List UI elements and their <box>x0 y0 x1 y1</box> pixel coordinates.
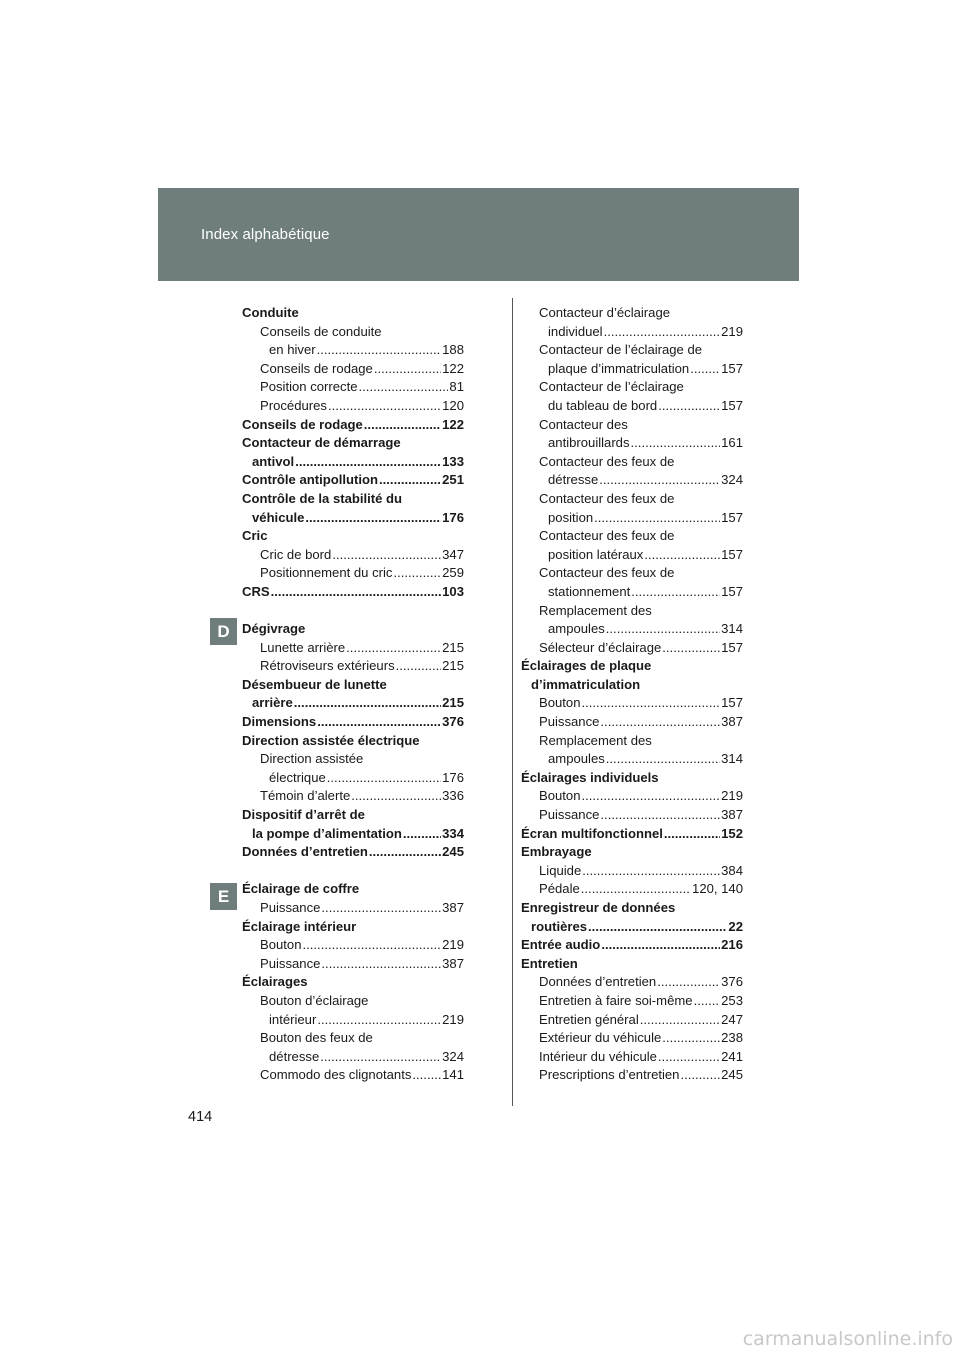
index-entry-label: en hiver <box>269 342 316 358</box>
dot-leader <box>320 1048 441 1067</box>
index-entry <box>521 862 743 881</box>
index-entry-page: 157 <box>721 583 743 599</box>
index-entry <box>521 341 743 360</box>
index-entry <box>242 397 464 416</box>
index-entry-label: Contacteur des feux de <box>539 528 675 544</box>
index-entry <box>521 546 743 565</box>
index-entry-label: Écran multifonctionnel <box>521 825 663 841</box>
index-entry-label: Entretien général <box>539 1011 639 1027</box>
index-entry-page: 215 <box>442 695 464 711</box>
dot-leader <box>582 862 720 881</box>
index-entry-label: Contacteur d’éclairage <box>539 305 671 320</box>
index-entry <box>521 1066 743 1085</box>
index-entry <box>242 620 464 639</box>
index-entry-label: Puissance <box>539 714 600 730</box>
dot-leader <box>644 546 720 565</box>
index-entry-page: 219 <box>721 323 743 339</box>
index-entry-page: 314 <box>721 751 743 767</box>
dot-leader <box>631 583 720 602</box>
dot-leader <box>594 509 720 528</box>
index-entry-page: 324 <box>721 472 743 488</box>
index-entry <box>242 378 464 397</box>
index-entry-label: Rétroviseurs extérieurs <box>260 658 395 674</box>
index-entry-label: Dispositif d’arrêt de <box>242 807 365 823</box>
index-entry <box>242 825 464 844</box>
index-entry-label: ampoules <box>548 621 605 637</box>
index-entry <box>242 490 464 509</box>
index-entry-label: véhicule <box>252 509 305 525</box>
index-entry-label: du tableau de bord <box>548 397 658 413</box>
index-entry <box>521 434 743 453</box>
index-entry <box>242 657 464 676</box>
index-entry <box>521 657 743 676</box>
index-entry-page: 157 <box>721 546 743 562</box>
section-gap <box>242 862 464 881</box>
dot-leader <box>601 936 720 955</box>
index-entry-label: arrière <box>252 695 293 711</box>
index-entry <box>521 471 743 490</box>
index-entry-label: détresse <box>269 1048 320 1064</box>
header-title: Index alphabétique <box>201 226 330 243</box>
dot-leader <box>393 564 441 583</box>
index-entry-page: 157 <box>721 509 743 525</box>
index-entry <box>242 416 464 435</box>
index-entry-label: Bouton <box>260 937 302 953</box>
index-entry-label: Contacteur de l’éclairage <box>539 379 684 395</box>
index-entry <box>242 955 464 974</box>
index-entry-label: Contacteur de démarrage <box>242 435 401 451</box>
index-entry-label: Bouton d’éclairage <box>260 992 369 1008</box>
index-entry <box>521 378 743 397</box>
index-entry-page: 387 <box>721 807 743 823</box>
dot-leader <box>657 973 720 992</box>
index-entry <box>242 546 464 565</box>
index-entry-label: individuel <box>548 323 603 339</box>
dot-leader <box>694 992 721 1011</box>
dot-leader <box>582 694 721 713</box>
index-entry-page: 247 <box>721 1011 743 1027</box>
index-entry <box>242 434 464 453</box>
index-entry-label: Éclairages individuels <box>521 769 659 785</box>
index-entry-page: 376 <box>442 714 464 730</box>
index-entry-label: Prescriptions d’entretien <box>539 1067 680 1083</box>
index-entry-page: 245 <box>442 844 464 860</box>
index-entry-label: Position correcte <box>260 379 358 395</box>
index-entry <box>242 583 464 602</box>
section-gap <box>242 602 464 621</box>
index-entry <box>242 323 464 342</box>
index-entry <box>242 750 464 769</box>
dot-leader <box>658 397 720 416</box>
page-number: 414 <box>188 1109 213 1125</box>
index-entry-page: 157 <box>721 360 743 376</box>
dot-leader <box>662 639 720 658</box>
index-column-left <box>242 304 464 1085</box>
index-entry-label: Désembueur de lunette <box>242 676 387 692</box>
index-entry <box>242 471 464 490</box>
index-entry-page: 387 <box>721 714 743 730</box>
dot-leader <box>690 360 720 379</box>
index-entry-label: Dimensions <box>242 714 317 730</box>
index-entry-page: 176 <box>442 509 464 525</box>
index-column-right <box>521 304 743 1085</box>
index-entry-page: 188 <box>442 342 464 358</box>
index-entry <box>521 955 743 974</box>
dot-leader <box>680 1066 720 1085</box>
index-entry <box>242 880 464 899</box>
index-entry <box>242 527 464 546</box>
index-entry-label: Direction assistée électrique <box>242 732 420 748</box>
index-entry-label: Conseils de rodage <box>242 416 363 432</box>
index-entry <box>242 639 464 658</box>
index-entry-page: 259 <box>442 565 464 581</box>
dot-leader <box>664 825 720 844</box>
index-entry <box>521 397 743 416</box>
index-entry-label: Éclairages de plaque <box>521 658 652 674</box>
index-entry <box>521 1029 743 1048</box>
index-entry <box>242 713 464 732</box>
dot-leader <box>271 583 441 602</box>
index-entry-page: 215 <box>442 639 464 655</box>
dot-leader <box>396 657 442 676</box>
index-entry <box>521 769 743 788</box>
index-entry <box>242 732 464 751</box>
index-entry-label: Entrée audio <box>521 937 601 953</box>
index-entry-label: Dégivrage <box>242 621 306 637</box>
dot-leader <box>599 471 720 490</box>
index-entry-label: Contacteur des <box>539 416 628 432</box>
index-entry-page: 253 <box>721 992 743 1008</box>
dot-leader <box>379 471 441 490</box>
dot-leader <box>403 825 441 844</box>
index-entry <box>521 620 743 639</box>
dot-leader <box>317 341 442 360</box>
dot-leader <box>351 787 441 806</box>
dot-leader <box>600 806 720 825</box>
index-entry <box>521 899 743 918</box>
index-entry <box>521 973 743 992</box>
index-entry <box>521 825 743 844</box>
index-entry-label: Conseils de conduite <box>260 323 382 339</box>
index-entry-label: Lunette arrière <box>260 639 346 655</box>
dot-leader <box>327 769 441 788</box>
index-entry-page: 122 <box>442 360 464 376</box>
index-entry-page: 336 <box>442 788 464 804</box>
index-entry-label: Bouton <box>539 788 581 804</box>
index-entry-label: électrique <box>269 769 326 785</box>
index-entry-label: Conduite <box>242 305 299 320</box>
dot-leader <box>582 787 721 806</box>
dot-leader <box>606 750 720 769</box>
dot-leader <box>640 1011 720 1030</box>
index-entry-page: 152 <box>721 825 743 841</box>
index-entry <box>242 936 464 955</box>
index-entry <box>521 360 743 379</box>
index-entry <box>242 787 464 806</box>
index-entry-page: 157 <box>721 397 743 413</box>
index-entry-page: 81 <box>449 379 464 395</box>
dot-leader <box>606 620 720 639</box>
index-entry <box>242 806 464 825</box>
index-entry-label: Cric de bord <box>260 546 332 562</box>
index-entry <box>521 750 743 769</box>
dot-leader <box>321 955 441 974</box>
index-entry-label: Contacteur des feux de <box>539 565 675 581</box>
index-entry <box>242 341 464 360</box>
index-entry-label: Bouton des feux de <box>260 1030 373 1046</box>
index-entry <box>242 453 464 472</box>
index-entry-label: la pompe d’alimentation <box>252 825 402 841</box>
index-entry-label: Positionnement du cric <box>260 565 393 581</box>
index-entry <box>521 304 743 323</box>
index-entry <box>242 973 464 992</box>
index-entry <box>521 602 743 621</box>
dot-leader <box>303 936 442 955</box>
dot-leader <box>332 546 441 565</box>
dot-leader <box>321 899 441 918</box>
index-entry-label: position latéraux <box>548 546 644 562</box>
index-entry-label: Données d’entretien <box>242 844 368 860</box>
index-entry-page: 133 <box>442 453 464 469</box>
index-entry-label: Contrôle de la stabilité du <box>242 490 403 506</box>
index-entry <box>242 992 464 1011</box>
index-entry-label: Intérieur du véhicule <box>539 1048 657 1064</box>
watermark: carmanualsonline.info <box>742 1328 953 1350</box>
index-entry-label: Puissance <box>260 955 321 971</box>
index-entry <box>521 509 743 528</box>
index-entry <box>242 899 464 918</box>
column-divider <box>512 298 513 1106</box>
dot-leader <box>346 639 441 658</box>
index-entry <box>521 416 743 435</box>
dot-leader <box>305 509 441 528</box>
index-entry <box>521 806 743 825</box>
index-entry-label: Remplacement des <box>539 602 652 618</box>
index-entry-page: 384 <box>721 862 743 878</box>
index-entry-label: d’immatriculation <box>531 676 641 692</box>
index-entry-page: 215 <box>442 658 464 674</box>
dot-leader <box>364 416 441 435</box>
index-entry-label: Contacteur des feux de <box>539 453 675 469</box>
dot-leader <box>317 1011 441 1030</box>
index-entry <box>242 769 464 788</box>
dot-leader <box>604 323 721 342</box>
index-entry <box>521 843 743 862</box>
index-entry <box>242 1029 464 1048</box>
dot-leader <box>658 1048 720 1067</box>
index-entry-label: Embrayage <box>521 844 592 860</box>
dot-leader <box>317 713 441 732</box>
index-entry-label: Remplacement des <box>539 732 652 748</box>
index-entry-label: Puissance <box>539 807 600 823</box>
index-entry <box>521 639 743 658</box>
index-entry-page: 314 <box>721 621 743 637</box>
index-entry-label: Bouton <box>539 695 581 711</box>
index-entry <box>521 583 743 602</box>
section-tab-d: D <box>210 618 237 645</box>
index-entry-label: intérieur <box>269 1011 317 1027</box>
index-entry <box>521 992 743 1011</box>
index-entry-label: Entretien <box>521 955 578 971</box>
index-entry-label: Entretien à faire soi-même <box>539 992 693 1008</box>
dot-leader <box>581 880 691 899</box>
index-entry-page: 141 <box>442 1067 464 1083</box>
index-entry-page: 22 <box>728 918 743 934</box>
section-tab-e: E <box>210 883 237 910</box>
index-entry-label: Éclairage de coffre <box>242 881 360 897</box>
index-entry-label: détresse <box>548 472 599 488</box>
index-entry <box>242 509 464 528</box>
dot-leader <box>600 713 720 732</box>
index-entry <box>521 1048 743 1067</box>
index-entry <box>521 694 743 713</box>
index-entry-label: Témoin d’alerte <box>260 788 351 804</box>
index-entry-label: ampoules <box>548 751 605 767</box>
dot-leader <box>412 1066 441 1085</box>
dot-leader <box>295 453 441 472</box>
index-entry-page: 157 <box>721 695 743 711</box>
index-entry-label: Procédures <box>260 397 327 413</box>
index-entry <box>242 304 464 323</box>
index-entry-label: Direction assistée <box>260 751 364 767</box>
index-entry-page: 219 <box>721 788 743 804</box>
index-entry-page: 238 <box>721 1030 743 1046</box>
index-entry-label: Liquide <box>539 862 582 878</box>
index-entry <box>521 453 743 472</box>
index-entry-page: 387 <box>442 900 464 915</box>
dot-leader <box>369 843 441 862</box>
index-entry-label: Données d’entretien <box>539 974 657 990</box>
index-entry-label: Conseils de rodage <box>260 360 373 376</box>
index-entry-page: 103 <box>442 583 464 599</box>
index-entry <box>521 527 743 546</box>
index-entry-label: Contacteur de l’éclairage de <box>539 342 703 358</box>
dot-leader <box>294 694 441 713</box>
index-entry-label: routières <box>531 918 588 934</box>
index-entry-label: plaque d’immatriculation <box>548 360 690 376</box>
index-entry-page: 334 <box>442 825 464 841</box>
index-entry-page: 219 <box>442 937 464 953</box>
index-entry-page: 216 <box>721 937 743 953</box>
index-entry <box>242 694 464 713</box>
index-entry-page: 161 <box>721 435 743 451</box>
dot-leader <box>662 1029 720 1048</box>
index-entry-label: Contrôle antipollution <box>242 472 379 488</box>
index-entry-page: 176 <box>442 769 464 785</box>
index-entry-page: 324 <box>442 1048 464 1064</box>
index-entry-page: 122 <box>442 416 464 432</box>
index-entry <box>521 1011 743 1030</box>
dot-leader <box>374 360 441 379</box>
index-entry-page: 347 <box>442 546 464 562</box>
index-entry <box>521 936 743 955</box>
index-entry-label: Commodo des clignotants <box>260 1067 412 1083</box>
index-entry <box>242 676 464 695</box>
index-entry-label: Sélecteur d’éclairage <box>539 639 662 655</box>
index-entry-page: 251 <box>442 472 464 488</box>
index-entry <box>521 713 743 732</box>
index-entry-label: Contacteur des feux de <box>539 490 675 506</box>
index-entry-page: 245 <box>721 1067 743 1083</box>
dot-leader <box>631 434 721 453</box>
index-entry <box>242 360 464 379</box>
index-entry <box>521 676 743 695</box>
index-entry-page: 241 <box>721 1048 743 1064</box>
index-entry-page: 376 <box>721 974 743 990</box>
dot-leader <box>588 918 727 937</box>
index-entry <box>242 1066 464 1085</box>
index-entry-label: Puissance <box>260 900 321 915</box>
index-entry-label: CRS <box>242 583 270 599</box>
index-entry <box>521 787 743 806</box>
index-entry-label: antibrouillards <box>548 435 630 451</box>
index-entry <box>242 1011 464 1030</box>
index-entry-label: antivol <box>252 453 295 469</box>
index-entry <box>521 490 743 509</box>
index-entry-label: position <box>548 509 594 525</box>
index-entry-label: stationnement <box>548 583 631 599</box>
index-entry-label: Éclairages <box>242 974 308 990</box>
header-band <box>158 188 799 281</box>
index-entry-label: Éclairage intérieur <box>242 918 357 934</box>
index-entry <box>242 843 464 862</box>
index-entry <box>521 880 743 899</box>
index-entry-page: 387 <box>442 955 464 971</box>
index-entry-page: 120 <box>442 397 464 413</box>
dot-leader <box>359 378 449 397</box>
index-entry-page: 219 <box>442 1011 464 1027</box>
dot-leader <box>328 397 441 416</box>
index-entry-page: 157 <box>721 639 743 655</box>
index-entry <box>521 732 743 751</box>
index-entry-label: Enregistreur de données <box>521 900 676 915</box>
index-entry <box>521 323 743 342</box>
index-entry-page: 120, 140 <box>692 881 743 897</box>
index-entry-label: Extérieur du véhicule <box>539 1030 662 1046</box>
index-entry <box>242 1048 464 1067</box>
index-entry <box>242 918 464 937</box>
index-entry-label: Pédale <box>539 881 580 897</box>
index-entry <box>521 564 743 583</box>
index-entry <box>521 918 743 937</box>
index-entry <box>242 564 464 583</box>
index-entry-label: Cric <box>242 528 268 544</box>
